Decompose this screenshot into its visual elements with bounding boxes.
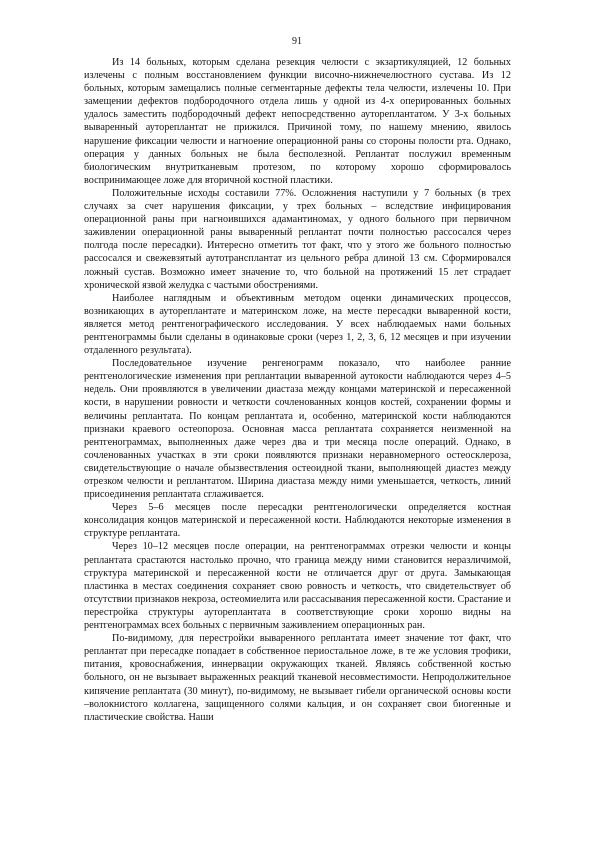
paragraph-7: По-видимому, для перестройки вываренного реплантата имеет значение тот факт, что реплантат при пересадке попадает в собственное периостальное ложе, в те же условия трофики, питания, кровоснабжения, иннервации окружающих тканей. Являясь собственной костью больного, он не вызывает выраженных реакций тканевой несовместимости. Непродолжительное кипячение реплантата (30 минут), по-видимому, не вызывает гибели органической основы кости –волокнистого коллагена, защищенного солями кальция, и он сохраняет свои биогенные и пластические свойства. Наши (84, 633, 511, 723)
paragraph-2: Положительные исходы составили 77%. Осложнения наступили у 7 больных (в трех случаях за счет нарушения фиксации, у трех больных – вследствие инфицирования операционной раны при нагноившихся адамантиномах, у одного больного при первичном заживлении операционной раны вываренный реплантат почти полностью рассосался через полгода после пересадки). Интересно отметить тот факт, что у этого же больного полностью рассосался и свежевзятый аутотрансплантат из цельного ребра длиной 13 см. Сформировался ложный сустав. Возможно имеет значение то, что больной на протяжений 15 лет страдает хронической язвой желудка с частыми обострениями. (84, 187, 511, 291)
body-text (84, 56, 511, 724)
paragraph-3: Наиболее наглядным и объективным методом оценки динамических процессов, возникающих в аутореплантате и материнском ложе, на месте пересадки вываренной кости, является метод рентгенографического исследования. У всех наблюдаемых нами больных рентгенограммы были сделаны в одинаковые сроки (через 1, 2, 3, 6, 12 месяцев и при изучении отдаленного результата). (84, 292, 511, 357)
paragraph-1: Из 14 больных, которым сделана резекция челюсти с экзартикуляцией, 12 больных излечены с полным восстановлением функции височно-нижнечелюстного сустава. Из 12 больных, которым замещались полные сегментарные дефекты тела челюсти, излечены 10. При замещении дефектов подбородочного отдела лишь у одной из 4-х оперированных больных удалось заместить подбородочный дефект непосредственно аутореплантатом. У 3-х больных вываренный аутореплантат не прижился. Причиной тому, по нашему мнению, явилось нарушение фиксации челюсти и нагноение операционной раны со стороны полости рта. Однако, операция у данных больных не была бесполезной. Реплантат послужил временным биологическим внутритканевым протезом, по которому хорошо сформировалось воспринимающее ложе для вторичной костной пластики. (84, 57, 511, 186)
page-number: 91 (292, 36, 302, 47)
paragraph-6: Через 10–12 месяцев после операции, на рентгенограммах отрезки челюсти и концы реплантата срастаются настолько прочно, что граница между ними становится неразличимой, структура материнской и пересаженной кости не отличается друг от друга. Замыкающая пластинка в местах соединения сохраняет свою ровность и четкость, что свидетельствует об отсутствии признаков некроза, остеомиелита или рассасывания пересаженной кости. Срастание и перестройка структуры аутореплантата в соответствующие сроки хорошо видны на рентгенограммах всех больных с первичным заживлением операционных ран. (84, 541, 511, 632)
paragraph-4: Последовательное изучение ренгенограмм показало, что наиболее ранние рентгенологические изменения при реплантации вываренной аутокости наблюдаются через 4–5 недель. Они проявляются в увеличении диастаза между концами материнской и пересаженной кости, в нарушении ровности и четкости сочленованных концов костей, сохранении формы и величины реплантата. По концам реплантата и, особенно, материнской кости наблюдаются признаки краевого остеопороза. Основная масса реплантата сохраняется неизменной на рентгенограммах, выполненных даже через два и три месяца после операций. Однако, в сочленованных участках в эти сроки появляются признаки неравномерного остеосклероза, свидетельствующие о начале обызвествления остеоидной ткани, выполняющей диастез между отрезком челюсти и реплантатом. Ширина диастаза между ними уменьшается, четкость, линий присоединения реплантата сглаживается. (84, 358, 511, 501)
paragraph-5: Через 5–6 месяцев после пересадки рентгенологически определяется костная консолидация концов материнской и пересаженной кости. Наблюдаются некоторые изменения в структуре реплантата. (84, 502, 511, 540)
